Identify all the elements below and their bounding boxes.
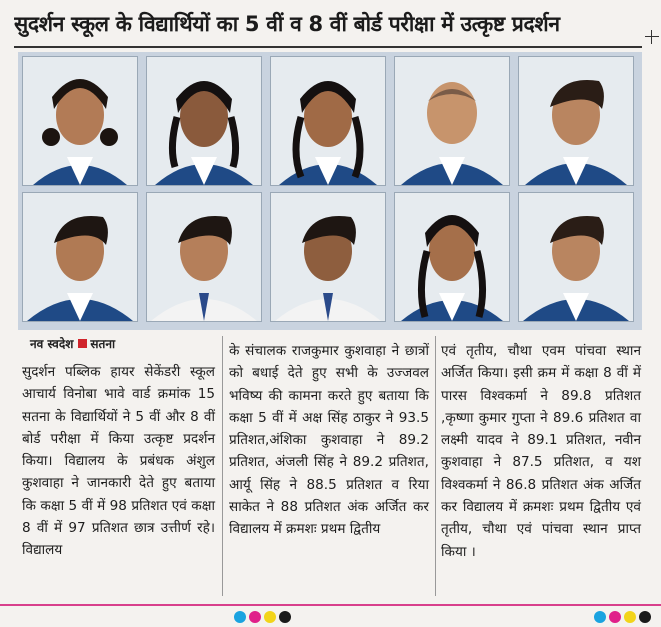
student-photo-1 bbox=[22, 56, 138, 186]
column-divider bbox=[435, 336, 436, 596]
column-divider bbox=[222, 336, 223, 596]
student-photo-4 bbox=[394, 56, 510, 186]
cyan-dot-icon bbox=[234, 611, 246, 623]
article-column-1: सुदर्शन पब्लिक हायर सेकेंडरी स्कूल आचार्य विनोबा भावे वार्ड क्रमांक 15 सतना के विद्यार्थियों ने 5 वीं और 8 वीं बोर्ड परीक्षा में किया उत्कृष्ट प्रदर्शन किया। विद्यालय के प्रबंधक अंशुल कुशवाहा ने जानकारी देते हुए बताया कि कक्षा 5 वीं में 98 प्रतिशत एवं कक्षा 8 वीं में 97 प्रतिशत छात्र उत्तीर्ण रहे। विद्यालय bbox=[22, 364, 215, 559]
magenta-dot-icon bbox=[249, 611, 261, 623]
black-dot-icon bbox=[639, 611, 651, 623]
black-dot-icon bbox=[279, 611, 291, 623]
student-photo-7 bbox=[146, 192, 262, 322]
student-photo-3 bbox=[270, 56, 386, 186]
article-column-2: के संचालक राजकुमार कुशवाहा ने छात्रों को बधाई देते हुए सभी के उज्जवल भविष्य की कामना करते हुए बताया कि कक्षा 5 वीं में अक्ष सिंह ठाकुर ने 93.5 प्रतिशत,अंशिका कुशवाहा ने 89.2 प्रतिशत, अंजली सिंह ने 89.2 प्रतिशत, आर्यू सिंह ने 88.5 प्रतिशत व रिया साकेत ने 88 प्रतिशत अंक अर्जित कर विद्यालय में क्रमशः प्रथम द्वितीय bbox=[229, 343, 429, 538]
student-photo-grid bbox=[18, 52, 642, 330]
student-photo-2 bbox=[146, 56, 262, 186]
student-photo-6 bbox=[22, 192, 138, 322]
bottom-rule bbox=[0, 604, 661, 606]
yellow-dot-icon bbox=[264, 611, 276, 623]
yellow-dot-icon bbox=[624, 611, 636, 623]
headline-rule bbox=[14, 46, 642, 48]
registration-dots-left bbox=[234, 608, 294, 622]
registration-dots-right bbox=[594, 608, 654, 622]
magenta-dot-icon bbox=[609, 611, 621, 623]
cyan-dot-icon bbox=[594, 611, 606, 623]
student-photo-5 bbox=[518, 56, 634, 186]
student-photo-9 bbox=[394, 192, 510, 322]
headline: सुदर्शन स्कूल के विद्यार्थियों का 5 वीं व 8 वीं बोर्ड परीक्षा में उत्कृष्ट प्रदर्शन bbox=[14, 12, 560, 36]
student-photo-10 bbox=[518, 192, 634, 322]
news-credit bbox=[30, 334, 230, 354]
red-square-icon bbox=[78, 339, 87, 348]
student-photo-8 bbox=[270, 192, 386, 322]
article-column-3: एवं तृतीय, चौथा एवम पांचवा स्थान अर्जित किया। इसी क्रम में कक्षा 8 वीं में पारस विश्वकर्मा ने 89.8 प्रतिशत ,कृष्णा कुमार गुप्ता ने 89.6 प्रतिशत वा लक्ष्मी यादव ने 89.1 प्रतिशत, नवीन कुशवाहा ने 87.5 प्रतिशत, व यश विश्वकर्मा ने 86.8 प्रतिशत अंक अर्जित कर विद्यालय में क्रमशः प्रथम द्वितीय एवं तृतीय, चौथा एवं पांचवा स्थान प्राप्त किया । bbox=[441, 343, 641, 560]
credit-place: सतना bbox=[90, 337, 116, 351]
registration-mark-icon bbox=[645, 30, 659, 44]
credit-source: नव स्वदेश bbox=[30, 337, 74, 351]
